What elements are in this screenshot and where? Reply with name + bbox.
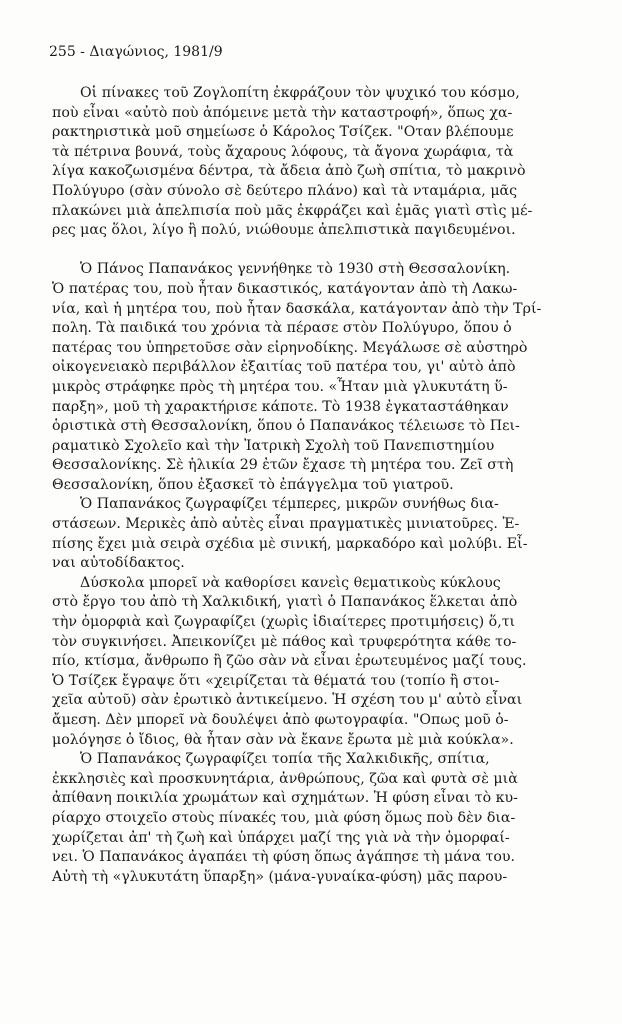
text-line: ναι αὐτοδίδακτος. bbox=[52, 555, 185, 572]
text-line: Ὁ Παπανάκος ζωγραφίζει τοπία τῆς Χαλκιδικῆς, σπίτια, bbox=[80, 751, 490, 768]
text-line: Ὁ Παπανάκος ζωγραφίζει τέμπερες, μικρῶν συνήθως δια- bbox=[80, 496, 499, 513]
paragraph-zoglopitis bbox=[52, 84, 572, 241]
text-line: νει. Ὁ Παπανάκος ἀγαπάει τὴ φύση ὅπως ἀγάπησε τὴ μάνα του. bbox=[52, 849, 516, 866]
text-line: πίσης ἔχει μιὰ σειρὰ σχέδια μὲ σινική, μαρκαδόρο καὶ μολύβι. Εἶ- bbox=[52, 535, 528, 552]
paragraph-themes bbox=[52, 574, 572, 750]
text-line: οἰκογενειακὸ περιβάλλον ἐξαιτίας τοῦ πατέρα του, γι' αὐτὸ ἀπὸ bbox=[52, 359, 516, 376]
text-line: Αὐτὴ τὴ «γλυκυτάτη ὕπαρξη» (μάνα-γυναίκα-φύση) μᾶς παρου- bbox=[52, 868, 508, 885]
running-header: 255 - Διαγώνιος, 1981/9 bbox=[49, 44, 223, 60]
text-line: παρξη», μοῦ τὴ χαρακτήρισε κάποτε. Τὸ 1938 ἐγκαταστάθηκαν bbox=[52, 398, 509, 415]
text-line: Ὁ πατέρας του, ποὺ ἦταν δικαστικός, κατάγονταν ἀπὸ τὴ Λακω- bbox=[52, 280, 518, 297]
text-line: ἀπίθανη ποικιλία χρωμάτων καὶ σχημάτων. Ἡ φύση εἶναι τὸ κυ- bbox=[52, 790, 518, 807]
text-line: Θεσσαλονίκης. Σὲ ἡλικία 29 ἐτῶν ἔχασε τὴ μητέρα του. Ζεῖ στὴ bbox=[52, 457, 514, 474]
text-line: πλακώνει μιὰ ἀπελπισία ποὺ μᾶς ἐκφράζει καὶ ἐμᾶς γιατὶ στὶς μέ- bbox=[52, 202, 533, 219]
text-line: χεῖα αὐτοῦ) σὰν ἐρωτικὸ ἀντικείμενο. Ἡ σχέση του μ' αὐτὸ εἶναι bbox=[52, 692, 523, 709]
text-line: λίγα κακοζωισμένα δέντρα, τὰ ἄδεια ἀπὸ ζωὴ σπίτια, τὸ μακρινὸ bbox=[52, 163, 526, 180]
text-line: ρες μας ὅλοι, λίγο ἢ πολύ, νιώθουμε ἀπελπιστικὰ παγιδευμένοι. bbox=[52, 222, 516, 239]
paragraph-gap bbox=[52, 241, 572, 261]
text-line: Οἱ πίνακες τοῦ Ζογλοπίτη ἐκφράζουν τὸν ψυχικό του κόσμο, bbox=[80, 85, 520, 101]
article-body bbox=[52, 84, 572, 887]
text-line: πολη. Τὰ παιδικά του χρόνια τὰ πέρασε στὸν Πολύγυρο, ὅπου ὁ bbox=[52, 320, 512, 337]
text-line: πίο, κτίσμα, ἄνθρωπο ἢ ζῶο σὰν νὰ εἶναι ἐρωτευμένος μαζί τους. bbox=[52, 653, 527, 670]
text-line: Ὁ Πάνος Παπανάκος γεννήθηκε τὸ 1930 στὴ Θεσσαλονίκη. bbox=[80, 261, 511, 278]
text-line: μολόγησε ὁ ἴδιος, θὰ ἦταν σὰν νὰ ἔκανε ἔρωτα μὲ μιὰ κούκλα». bbox=[52, 731, 514, 748]
text-line: στάσεων. Μερικὲς ἀπὸ αὐτὲς εἶναι πραγματικὲς μινιατοῦρες. Ἐ- bbox=[52, 516, 520, 533]
text-line: ρίαρχο στοιχεῖο στοὺς πίνακές του, μιὰ φύση ὅμως ποὺ δὲν δια- bbox=[52, 809, 516, 826]
text-line: ποὺ εἶναι «αὐτὸ ποὺ ἀπόμεινε μετὰ τὴν καταστροφή», ὅπως χα- bbox=[52, 104, 513, 121]
text-line: Πολύγυρο (σὰν σύνολο σὲ δεύτερο πλάνο) καὶ τὰ νταμάρια, μᾶς bbox=[52, 182, 518, 199]
text-line: Θεσσαλονίκη, ὅπου ἐξασκεῖ τὸ ἐπάγγελμα τοῦ γιατροῦ. bbox=[52, 476, 454, 493]
text-line: τὰ πέτρινα βουνά, τοὺς ἄχαρους λόφους, τὰ ἄγονα χωράφια, τὰ bbox=[52, 143, 514, 160]
paragraph-biography bbox=[52, 260, 572, 495]
text-line: ρακτηριστικὰ μοῦ σημείωσε ὁ Κάρολος Τσίζεκ. "Οταν βλέπουμε bbox=[52, 124, 514, 141]
text-line: Ὁ Τσίζεκ ἔγραψε ὅτι «χειρίζεται τὰ θέματά του (τοπίο ἢ στοι- bbox=[52, 672, 500, 689]
text-line: ὁριστικὰ στὴ Θεσσαλονίκη, ὅπου ὁ Παπανάκος τέλειωσε τὸ Πει- bbox=[52, 418, 520, 435]
text-line: τὴν ὀμορφιὰ καὶ ζωγραφίζει (χωρὶς ἰδιαίτερες προτιμήσεις) ὅ,τι bbox=[52, 614, 516, 631]
paragraph-subjects bbox=[52, 750, 572, 887]
text-line: Δύσκολα μπορεῖ νὰ καθορίσει κανεὶς θεματικοὺς κύκλους bbox=[80, 574, 501, 591]
text-line: ραματικὸ Σχολεῖο καὶ τὴν Ἰατρικὴ Σχολὴ τοῦ Πανεπιστημίου bbox=[52, 437, 495, 454]
text-line: χωρίζεται ἀπ' τὴ ζωὴ καὶ ὑπάρχει μαζί της γιὰ νὰ τὴν ὀμορφαί- bbox=[52, 829, 510, 846]
text-line: νία, καὶ ἡ μητέρα του, ποὺ ἦταν δασκάλα, κατάγονταν ἀπὸ τὴν Τρί- bbox=[52, 300, 542, 317]
text-line: στὸ ἔργο του ἀπὸ τὴ Χαλκιδική, γιατὶ ὁ Παπανάκος ἕλκεται ἀπὸ bbox=[52, 594, 518, 611]
text-line: τὸν συγκινήσει. Ἀπεικονίζει μὲ πάθος καὶ τρυφερότητα κάθε το- bbox=[52, 633, 517, 650]
text-line: πατέρας του ὑπηρετοῦσε σὰν εἰρηνοδίκης. Μεγάλωσε σὲ αὐστηρὸ bbox=[52, 339, 528, 356]
paragraph-technique bbox=[52, 495, 572, 573]
text-line: μικρὸς στράφηκε πρὸς τὴ μητέρα του. «Ἦταν μιὰ γλυκυτάτη ὕ- bbox=[52, 378, 508, 395]
text-line: ἐκκλησιὲς καὶ προσκυνητάρια, ἀνθρώπους, ζῶα καὶ φυτὰ σὲ μιὰ bbox=[52, 770, 518, 787]
text-line: ἄμεση. Δὲν μπορεῖ νὰ δουλέψει ἀπὸ φωτογραφία. "Οπως μοῦ ὁ- bbox=[52, 712, 509, 728]
